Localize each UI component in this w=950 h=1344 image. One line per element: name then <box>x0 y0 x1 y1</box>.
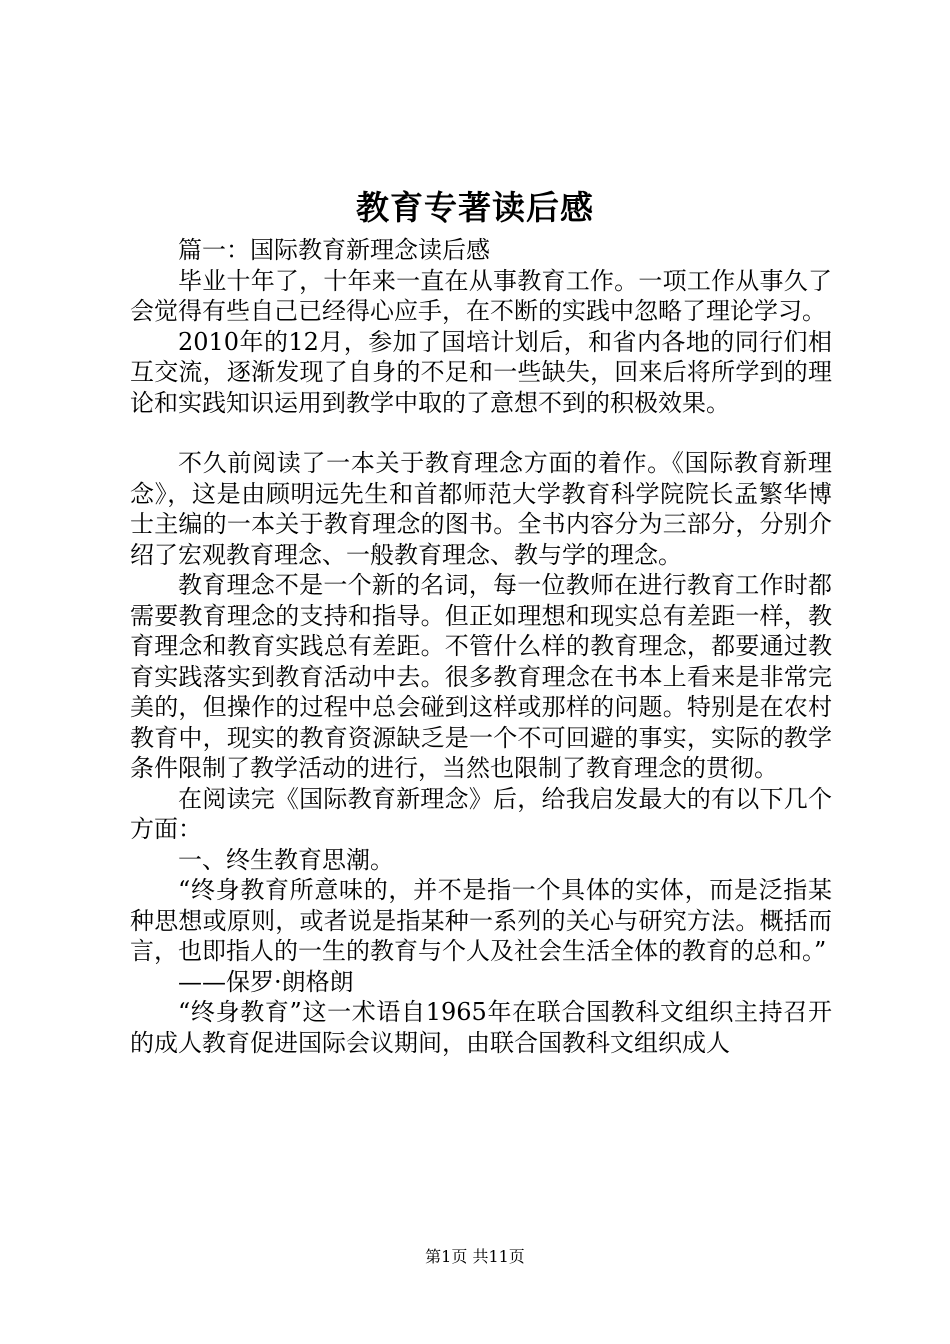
document-body <box>130 235 832 1058</box>
subsection-heading: 一、终生教育思潮。 <box>178 845 394 874</box>
page-number-footer: 第1页 共11页 <box>425 1247 525 1266</box>
page-title: 教育专著读后感 <box>356 188 594 227</box>
quotation: “终身教育所意味的，并不是指一个具体的实体，而是泛指某种思想或原则，或者说是指某种一系列的关心与研究方法。概括而言，也即指人的一生的教育与个人及社会生活全体的教育的总和。” <box>130 876 832 965</box>
paragraph: 2010年的12月，参加了国培计划后，和省内各地的同行们相互交流，逐渐发现了自身的不足和一些缺失，回来后将所学到的理论和实践知识运用到教学中取的了意想不到的积极效果。 <box>130 327 832 417</box>
quotation-attribution: ——保罗·朗格朗 <box>178 967 354 996</box>
paragraph: 毕业十年了，十年来一直在从事教育工作。一项工作从事久了会觉得有些自己已经得心应手，在不断的实践中忽略了理论学习。 <box>130 266 832 325</box>
paragraph: 教育理念不是一个新的名词，每一位教师在进行教育工作时都需要教育理念的支持和指导。但正如理想和现实总有差距一样，教育理念和教育实践总有差距。不管什么样的教育理念，都要通过教育实践落实到教育活动中去。很多教育理念在书本上看来是非常完美的，但操作的过程中总会碰到这样或那样的问题。特别是在农村教育中，现实的教育资源缺乏是一个不可回避的事实，实际的教学条件限制了教学活动的进行，当然也限制了教育理念的贯彻。 <box>130 571 832 782</box>
section-heading: 篇一：国际教育新理念读后感 <box>178 236 490 264</box>
paragraph: 不久前阅读了一本关于教育理念方面的着作。《国际教育新理念》，这是由顾明远先生和首都师范大学教育科学院院长孟繁华博士主编的一本关于教育理念的图书。全书内容分为三部分，分别介绍了宏观教育理念、一般教育理念、教与学的理念。 <box>130 449 832 569</box>
paragraph: “终身教育”这一术语自1965年在联合国教科文组织主持召开的成人教育促进国际会议期间，由联合国教科文组织成人 <box>130 998 832 1057</box>
paragraph: 在阅读完《国际教育新理念》后，给我启发最大的有以下几个方面： <box>130 784 832 843</box>
